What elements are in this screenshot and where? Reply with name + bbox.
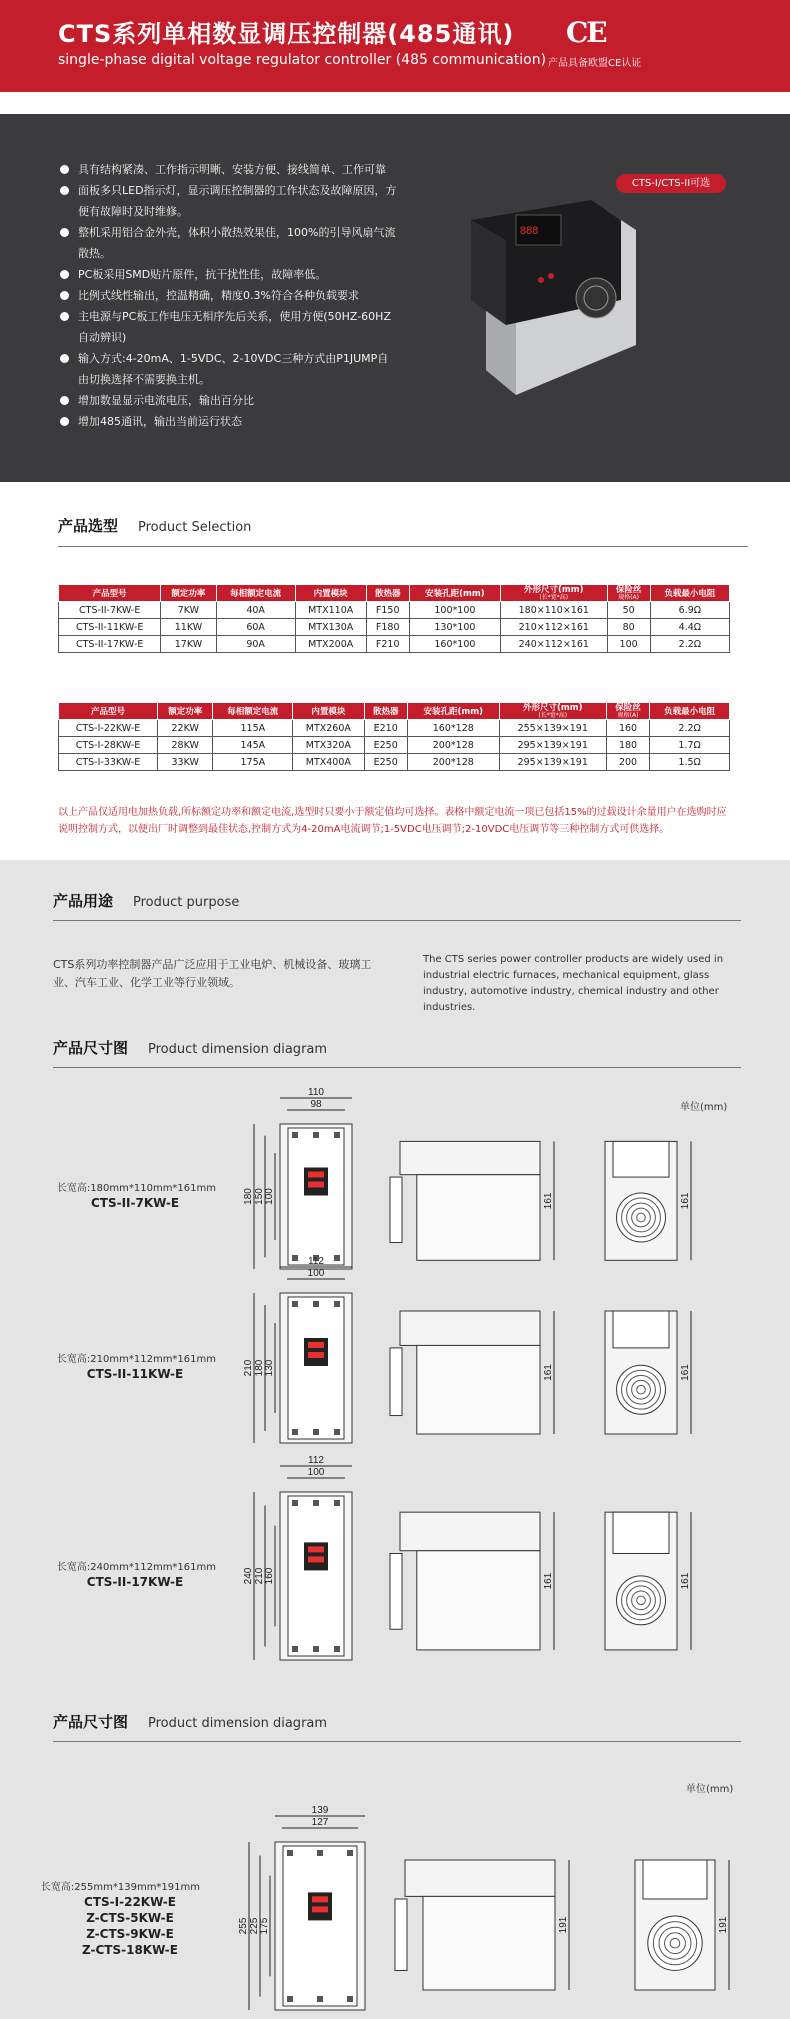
table-cell: 200*128 <box>407 754 499 771</box>
terminal <box>313 1646 319 1652</box>
dimension-label: 161 <box>680 1192 691 1210</box>
led-display <box>308 1556 324 1562</box>
terminal <box>313 1301 319 1307</box>
dimension-drawing <box>238 1805 760 2010</box>
dimension-label: 210 <box>254 1567 265 1585</box>
led-display <box>308 1546 324 1552</box>
heatsink-outline <box>417 1175 540 1261</box>
cooling-fan <box>576 278 616 318</box>
purpose-text-cn: CTS系列功率控制器产品广泛应用于工业电炉、机械设备、玻璃工业、汽车工业、化学工业等行业领域。 <box>53 958 372 989</box>
selection-table-2 <box>58 702 730 771</box>
dimension-caption: 长宽高:255mm*139mm*191mm <box>40 1882 200 1893</box>
table-header-sub: 规格(A) <box>618 594 640 601</box>
dimension-caption: 长宽高:240mm*112mm*161mm <box>56 1562 216 1573</box>
table-cell: E250 <box>364 754 407 771</box>
table-cell: 160 <box>606 720 649 737</box>
fan-grille-icon <box>648 1916 702 1970</box>
table-cell: 22KW <box>157 720 213 737</box>
feature-item: 比例式线性输出，控温精确，精度0.3%符合各种负载要求 <box>58 285 398 306</box>
table-row <box>59 636 730 653</box>
dimension-label: 161 <box>543 1572 554 1590</box>
table-cell: 50 <box>607 602 650 619</box>
unit-label: 单位(mm) <box>680 1102 728 1113</box>
selection-title-en: Product Selection <box>138 520 252 535</box>
table-header-cell: 负载最小电阻 <box>650 585 729 602</box>
housing-outline <box>400 1141 540 1174</box>
housing-outline <box>643 1860 707 1899</box>
fan-grille-icon <box>617 1365 666 1414</box>
table-cell: F150 <box>366 602 409 619</box>
dimension-drawing <box>240 1256 760 1451</box>
table-cell: CTS-II-17KW-E <box>59 636 161 653</box>
table-cell: 255×139×191 <box>499 720 606 737</box>
table-cell: F210 <box>366 636 409 653</box>
table-header-sub: 规格(A) <box>617 712 639 719</box>
status-led <box>538 277 544 283</box>
table-cell: 11KW <box>161 619 216 636</box>
heatsink-outline <box>417 1345 540 1434</box>
ce-mark-icon: CE <box>566 16 606 49</box>
dimension-label: 139 <box>311 1805 329 1816</box>
purpose-title-cn: 产品用途 <box>53 892 114 910</box>
dimension-label: 180 <box>254 1359 265 1377</box>
table-header-cell: 额定功率 <box>157 703 213 720</box>
table-cell: CTS-I-28KW-E <box>59 737 158 754</box>
table-cell: 145A <box>213 737 293 754</box>
terminal <box>313 1132 319 1138</box>
dimension-label: 161 <box>543 1192 554 1210</box>
table-cell: 28KW <box>157 737 213 754</box>
selection-note: 以上产品仅适用电加热负载,所标额定功率和额定电流,选型时只要小于额定值均可选择。表格中额定电流一项已包括15%的过载设计余量用户在选购时应说明控制方式，以便出厂时调整到最佳状态,控制方式为4-20mA电流调节;1-5VDC电压调节;2-10VDC电压调节等三种控制方式可供选择。 <box>58 807 727 835</box>
dimension-drawing <box>240 1087 760 1277</box>
unit-label: 单位(mm) <box>686 1784 734 1795</box>
housing-outline <box>613 1512 669 1553</box>
table-row <box>59 619 730 636</box>
table-cell: 295×139×191 <box>499 737 606 754</box>
features-panel <box>0 114 790 482</box>
divider <box>53 1067 741 1068</box>
page-subtitle: single-phase digital voltage regulator controller (485 communication) <box>58 52 547 68</box>
dimension-title-2 <box>53 1711 327 1732</box>
table-cell: 7KW <box>161 602 216 619</box>
table-header-cell: 散热器 <box>366 585 409 602</box>
dimension-title-en: Product dimension diagram <box>148 1716 328 1731</box>
terminal-block <box>390 1553 402 1629</box>
feature-item: 整机采用铝合金外壳，体积小散热效果佳，100%的引导风扇气流散热。 <box>58 222 398 264</box>
feature-item: 输入方式:4-20mA、1-5VDC、2-10VDC三种方式由P1JUMP自由切换选择不需要换主机。 <box>58 348 398 390</box>
housing-outline <box>288 1496 344 1656</box>
divider <box>53 1741 741 1742</box>
terminal <box>287 1996 293 2002</box>
selection-title <box>58 515 251 536</box>
terminal <box>313 1500 319 1506</box>
dimension-label: 161 <box>680 1572 691 1590</box>
table-header-cell: 外形尺寸(mm) (长*宽*高) <box>501 585 608 602</box>
feature-item: 主电源与PC板工作电压无相序先后关系，使用方便(50HZ-60HZ自动辨识) <box>58 306 398 348</box>
terminal <box>317 1850 323 1856</box>
purpose-title-en: Product purpose <box>133 895 240 910</box>
model-label: CTS-I-22KW-E <box>84 1895 176 1909</box>
status-led <box>548 273 554 279</box>
table-cell: E250 <box>364 737 407 754</box>
table-header-cell: 每相额定电流 <box>216 585 295 602</box>
table-header-cell: 保险丝 规格(A) <box>606 703 649 720</box>
table-cell: 130*100 <box>409 619 500 636</box>
terminal <box>334 1429 340 1435</box>
purpose-text-en: The CTS series power controller products are widely used in industrial electric furnaces, mechanical equipment, glass industry, automotive industry, chemical industry and other industries. <box>423 954 724 1013</box>
table-cell: MTX400A <box>293 754 364 771</box>
dimension-caption: 长宽高:210mm*112mm*161mm <box>56 1354 216 1365</box>
header-banner <box>0 0 790 92</box>
terminal <box>334 1500 340 1506</box>
table-cell: 175A <box>213 754 293 771</box>
table-header-cell: 负载最小电阻 <box>650 703 730 720</box>
dimension-label: 150 <box>254 1188 265 1205</box>
table-cell: F180 <box>366 619 409 636</box>
page-title: CTS系列单相数显调压控制器(485通讯) <box>58 20 515 48</box>
dimension-label: 161 <box>543 1364 554 1381</box>
feature-item: PC板采用SMD贴片原件，抗干扰性佳，故障率低。 <box>58 264 398 285</box>
model-label: CTS-II-17KW-E <box>86 1575 184 1589</box>
led-display <box>312 1896 328 1902</box>
model-label: CTS-II-7KW-E <box>90 1195 180 1210</box>
housing-outline <box>283 1846 357 2006</box>
housing-outline <box>613 1311 669 1348</box>
dimension-label: 130 <box>264 1359 275 1377</box>
feature-item: 增加485通讯，输出当前运行状态 <box>58 411 398 432</box>
dimension-label: 175 <box>259 1917 270 1935</box>
dimension-title-en: Product dimension diagram <box>148 1042 328 1057</box>
terminal <box>334 1301 340 1307</box>
table-header-cell: 内置模块 <box>295 585 366 602</box>
table-header-cell: 外形尺寸(mm) (长*宽*高) <box>499 703 606 720</box>
table-cell: 210×112×161 <box>501 619 608 636</box>
table-row <box>59 720 730 737</box>
divider <box>58 546 748 547</box>
dimension-title-cn: 产品尺寸图 <box>53 1039 129 1057</box>
table-cell: 100 <box>607 636 650 653</box>
dimension-label: 112 <box>308 1256 324 1267</box>
table-header-row <box>59 585 730 602</box>
dimension-label: 240 <box>243 1567 254 1585</box>
table-cell: MTX130A <box>295 619 366 636</box>
table-cell: CTS-II-7KW-E <box>59 602 161 619</box>
table-cell: 180 <box>606 737 649 754</box>
table-cell: CTS-II-11KW-E <box>59 619 161 636</box>
dimension-label: 100 <box>307 1268 325 1279</box>
terminal <box>292 1429 298 1435</box>
terminal-block <box>390 1348 402 1416</box>
table-cell: 33KW <box>157 754 213 771</box>
dimension-label: 255 <box>238 1917 249 1935</box>
terminal <box>313 1429 319 1435</box>
led-display: 888 <box>520 225 539 237</box>
ce-caption: 产品具备欧盟CE认证 <box>548 58 642 69</box>
dimension-label: 180 <box>243 1188 254 1205</box>
terminal-block <box>395 1899 407 1971</box>
table-cell: 200 <box>606 754 649 771</box>
table-cell: 100*100 <box>409 602 500 619</box>
dimension-label: 110 <box>308 1087 324 1098</box>
feature-item: 增加数显显示电流电压，输出百分比 <box>58 390 398 411</box>
feature-item: 面板多只LED指示灯，显示调压控制器的工作状态及故障原因，方便有故障时及时维修。 <box>58 180 398 222</box>
table-cell: 90A <box>216 636 295 653</box>
selection-title-cn: 产品选型 <box>58 517 119 535</box>
terminal <box>287 1850 293 1856</box>
dimension-label: 210 <box>243 1359 254 1377</box>
table-cell: 4.4Ω <box>650 619 729 636</box>
table-cell: 295×139×191 <box>499 754 606 771</box>
terminal <box>334 1132 340 1138</box>
table-cell: 180×110×161 <box>501 602 608 619</box>
fan-grille-icon <box>617 1193 666 1242</box>
housing-outline <box>400 1512 540 1551</box>
table-cell: 115A <box>213 720 293 737</box>
table-cell: CTS-I-33KW-E <box>59 754 158 771</box>
terminal <box>347 1850 353 1856</box>
table-cell: MTX110A <box>295 602 366 619</box>
table-cell: CTS-I-22KW-E <box>59 720 158 737</box>
table-cell: E210 <box>364 720 407 737</box>
table-cell: 1.5Ω <box>650 754 730 771</box>
table-cell: MTX320A <box>293 737 364 754</box>
terminal <box>317 1996 323 2002</box>
dimension-title-1 <box>53 1037 327 1058</box>
table-cell: 1.7Ω <box>650 737 730 754</box>
housing-outline <box>405 1860 555 1896</box>
model-label: Z-CTS-5KW-E <box>86 1911 174 1925</box>
selection-table-1 <box>58 584 730 653</box>
dimension-title-cn: 产品尺寸图 <box>53 1713 129 1731</box>
table-cell: 80 <box>607 619 650 636</box>
led-display <box>308 1352 324 1358</box>
table-cell: 2.2Ω <box>650 720 730 737</box>
housing-outline <box>400 1311 540 1345</box>
led-display <box>312 1906 328 1912</box>
dimension-label: 100 <box>264 1188 275 1205</box>
table-header-cell: 内置模块 <box>293 703 364 720</box>
dimension-label: 191 <box>718 1916 729 1934</box>
table-header-cell: 每相额定电流 <box>213 703 293 720</box>
table-cell: 60A <box>216 619 295 636</box>
controller-product-image <box>466 200 646 400</box>
table-cell: 240×112×161 <box>501 636 608 653</box>
led-display <box>308 1172 324 1178</box>
dimension-label: 191 <box>558 1916 569 1934</box>
dimension-drawing <box>240 1455 760 1668</box>
housing-outline <box>613 1141 669 1177</box>
feature-list <box>58 159 398 432</box>
table-header-cell: 安装孔距(mm) <box>407 703 499 720</box>
table-header-cell: 产品型号 <box>59 703 158 720</box>
dimension-label: 161 <box>680 1364 691 1381</box>
housing-outline <box>288 1297 344 1439</box>
dimension-label: 160 <box>264 1567 275 1585</box>
divider <box>53 920 741 921</box>
table-header-cell: 安装孔距(mm) <box>409 585 500 602</box>
model-list <box>60 1894 200 1958</box>
dimension-label: 112 <box>308 1455 324 1466</box>
terminal <box>292 1301 298 1307</box>
table-header-cell: 散热器 <box>364 703 407 720</box>
dimension-label: 127 <box>311 1817 329 1828</box>
table-header-cell: 保险丝 规格(A) <box>607 585 650 602</box>
table-header-cell: 产品型号 <box>59 585 161 602</box>
table-cell: 17KW <box>161 636 216 653</box>
fan-grille-icon <box>617 1576 666 1625</box>
table-cell: 160*128 <box>407 720 499 737</box>
variant-badge: CTS-I/CTS-II可选 <box>616 174 726 193</box>
table-header-row <box>59 703 730 720</box>
table-cell: 160*100 <box>409 636 500 653</box>
dimension-label: 225 <box>249 1917 260 1935</box>
table-cell: 40A <box>216 602 295 619</box>
heatsink-outline <box>423 1896 555 1990</box>
dimension-label: 100 <box>307 1467 325 1478</box>
table-cell: 6.9Ω <box>650 602 729 619</box>
table-cell: MTX200A <box>295 636 366 653</box>
heatsink-outline <box>417 1551 540 1650</box>
table-header-sub: (长*宽*高) <box>539 594 569 601</box>
model-label: CTS-II-11KW-E <box>86 1367 184 1381</box>
dimension-caption: 长宽高:180mm*110mm*161mm <box>56 1182 216 1194</box>
model-label: Z-CTS-18KW-E <box>82 1943 178 1957</box>
table-header-cell: 额定功率 <box>161 585 216 602</box>
led-display <box>308 1182 324 1188</box>
terminal-block <box>390 1177 402 1242</box>
terminal <box>292 1500 298 1506</box>
led-display <box>308 1342 324 1348</box>
terminal <box>334 1646 340 1652</box>
feature-item: 具有结构紧凑、工作指示明晰、安装方便、接线简单、工作可靠 <box>58 159 398 180</box>
terminal <box>347 1996 353 2002</box>
table-header-sub: (长*宽*高) <box>538 712 568 719</box>
terminal <box>292 1646 298 1652</box>
purpose-title <box>53 890 239 911</box>
table-row <box>59 754 730 771</box>
table-cell: 200*128 <box>407 737 499 754</box>
dimension-label: 98 <box>310 1099 322 1110</box>
table-row <box>59 737 730 754</box>
housing-outline <box>288 1128 344 1265</box>
model-label: Z-CTS-9KW-E <box>86 1927 174 1941</box>
terminal <box>292 1132 298 1138</box>
table-row <box>59 602 730 619</box>
table-cell: 2.2Ω <box>650 636 729 653</box>
table-cell: MTX260A <box>293 720 364 737</box>
